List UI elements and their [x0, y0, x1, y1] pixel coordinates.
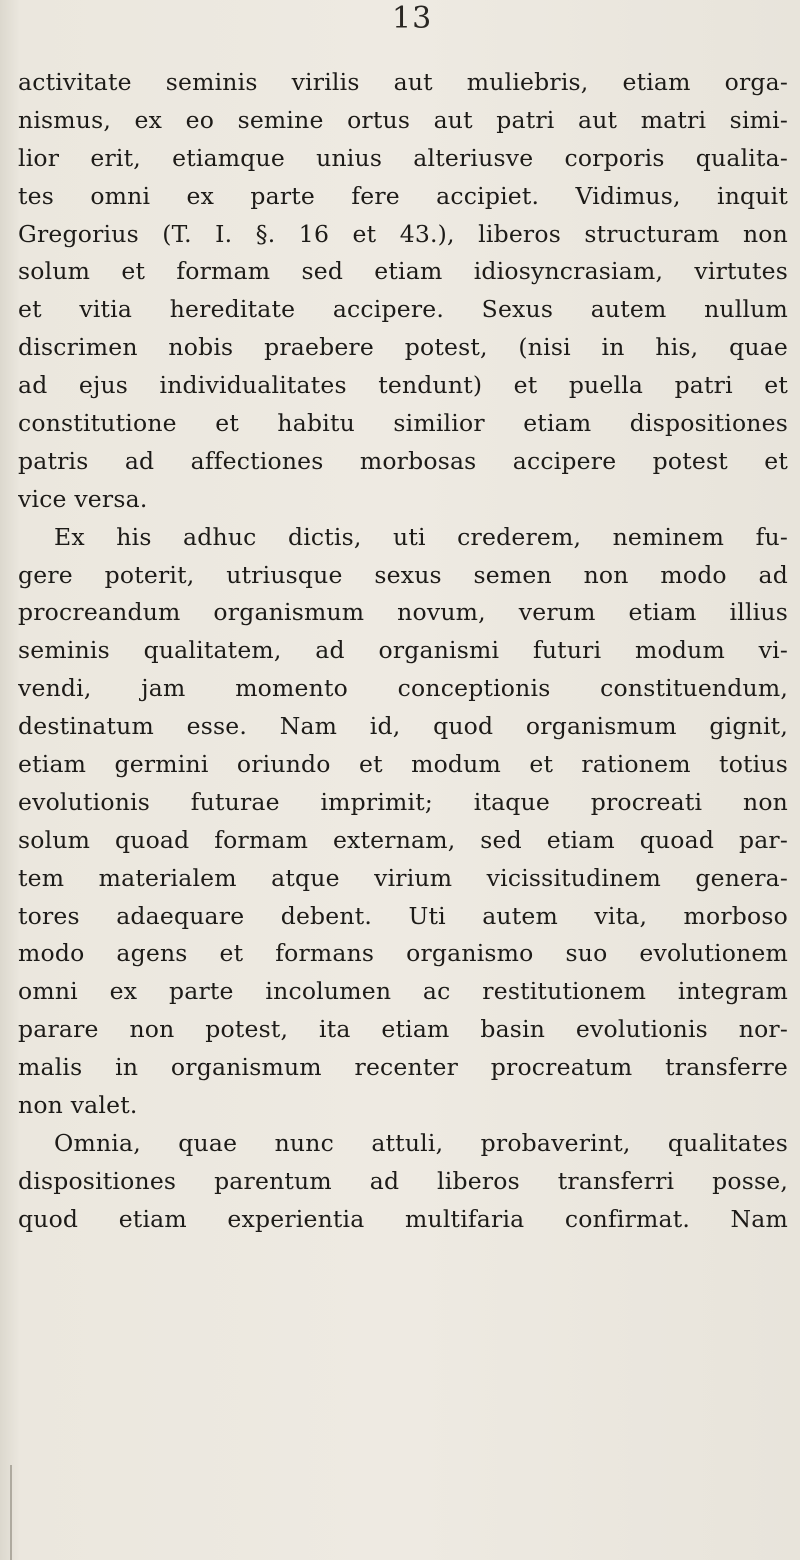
text-line: solum et formam sed etiam idiosyncrasiam, virtutes	[18, 257, 788, 286]
page-number: 13	[392, 1, 433, 36]
body-text	[18, 64, 788, 1239]
text-line: tem materialem atque virium vicissitudinem genera-	[18, 863, 788, 892]
text-line: quod etiam experientia multifaria confirmat. Nam	[18, 1204, 788, 1233]
text-line: tores adaequare debent. Uti autem vita, morboso	[18, 901, 788, 930]
text-line: Gregorius (T. I. §. 16 et 43.), liberos structuram non	[18, 219, 788, 248]
text-line: omni ex parte incolumen ac restitutionem integram	[18, 977, 788, 1006]
text-line: vice versa.	[18, 484, 148, 513]
text-line: patris ad affectiones morbosas accipere potest et	[18, 446, 788, 475]
text-line: seminis qualitatem, ad organismi futuri modum vi-	[18, 636, 788, 665]
text-line: et vitia hereditate accipere. Sexus autem nullum	[18, 295, 788, 324]
text-line: nismus, ex eo semine ortus aut patri aut matri simi-	[18, 105, 788, 134]
text-line: non valet.	[18, 1091, 138, 1120]
text-line: ad ejus individualitates tendunt) et puella patri et	[18, 371, 788, 400]
text-line: modo agens et formans organismo suo evolutionem	[18, 939, 788, 968]
text-line: procreandum organismum novum, verum etiam illius	[18, 598, 788, 627]
text-line: constitutione et habitu similior etiam dispositiones	[18, 409, 788, 438]
text-line: discrimen nobis praebere potest, (nisi in his, quae	[18, 333, 788, 362]
paragraph-start-line: Ex his adhuc dictis, uti crederem, neminem fu-	[54, 522, 788, 551]
text-line: gere poterit, utriusque sexus semen non modo ad	[18, 560, 788, 589]
text-line: lior erit, etiamque unius alteriusve corporis qualita-	[18, 143, 788, 172]
text-line: etiam germini oriundo et modum et rationem totius	[18, 750, 788, 779]
text-line: dispositiones parentum ad liberos transferri posse,	[18, 1166, 788, 1195]
text-line: evolutionis futurae imprimit; itaque procreati non	[18, 787, 788, 816]
paragraph-start-line: Omnia, quae nunc attuli, probaverint, qualitates	[54, 1128, 788, 1157]
text-line: parare non potest, ita etiam basin evolutionis nor-	[18, 1015, 788, 1044]
text-line: tes omni ex parte fere accipiet. Vidimus, inquit	[18, 181, 788, 210]
page-edge-shadow	[10, 1465, 12, 1560]
text-line: vendi, jam momento conceptionis constituendum,	[18, 674, 788, 703]
text-line: activitate seminis virilis aut muliebris, etiam orga-	[18, 68, 788, 96]
text-line: malis in organismum recenter procreatum transferre	[18, 1053, 788, 1082]
text-line: solum quoad formam externam, sed etiam quoad par-	[18, 825, 788, 854]
text-line: destinatum esse. Nam id, quod organismum gignit,	[18, 712, 788, 741]
